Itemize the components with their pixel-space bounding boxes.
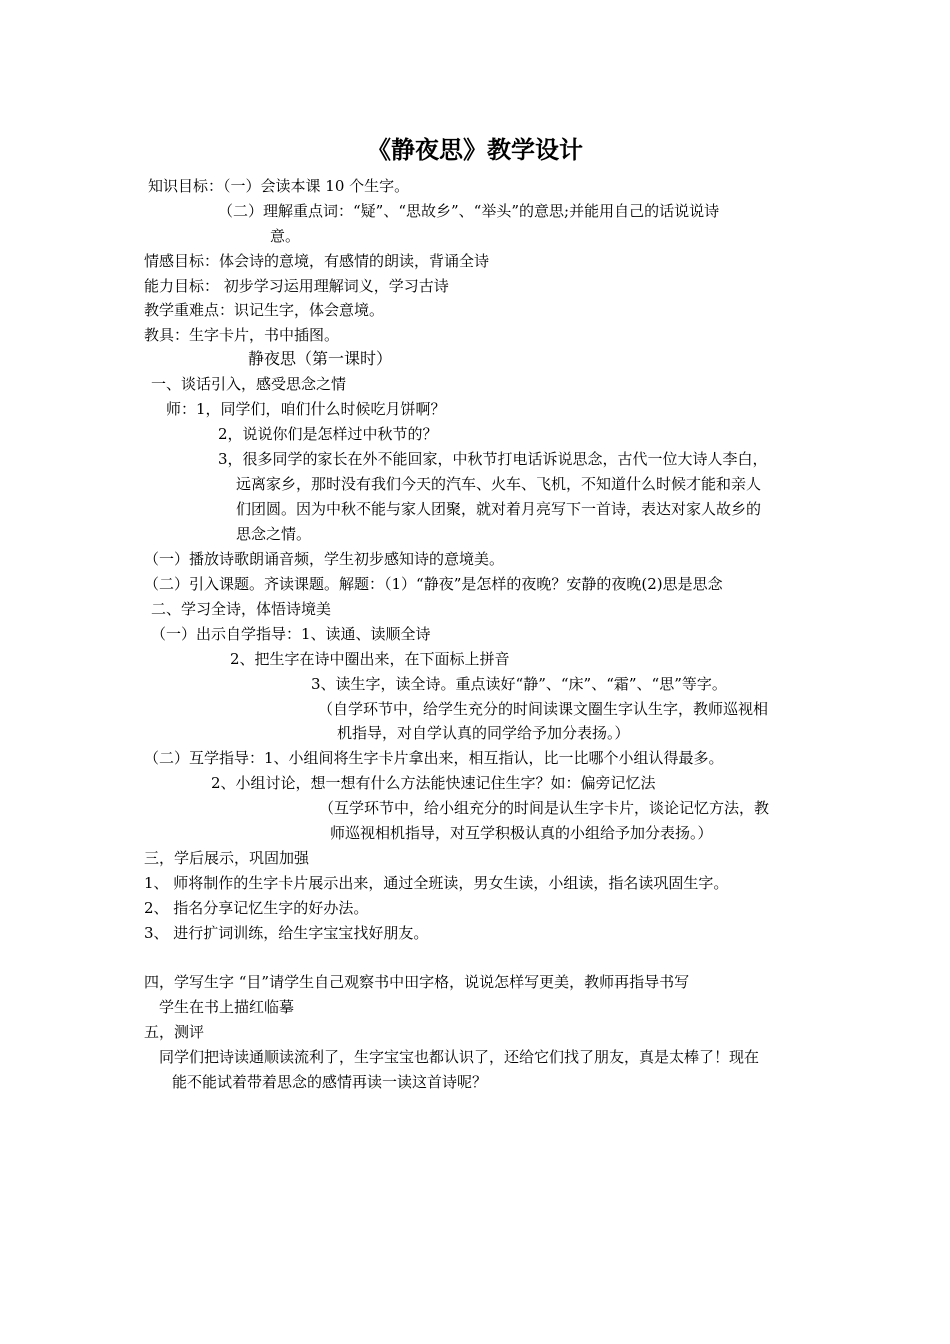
section-heading: 四，学写生字 “目”请学生自己观察书中田字格，说说怎样写更美，教师再指导书写 [144,973,690,991]
text-line: 知识目标：（一）会读本课 10 个生字。 [148,177,410,195]
text-line: 意。 [270,227,301,245]
text-line: 1、 师将制作的生字卡片展示出来，通过全班读，男女生读，小组读，指名读巩固生字。 [144,874,729,892]
text-line: 远离家乡，那时没有我们今天的汽车、火车、飞机，不知道什么时候才能和亲人 [236,475,762,493]
text-line: （自学环节中，给学生充分的时间读课文圈生字认生字，教师巡视相 [318,700,769,718]
text-line: 3、读生字，读全诗。重点读好“静”、“床”、“霜”、“思”等字。 [311,675,727,693]
text-line: 2、把生字在诗中圈出来，在下面标上拼音 [230,650,510,668]
text-line: 们团圆。因为中秋不能与家人团聚，就对着月亮写下一首诗，表达对家人故乡的 [236,500,762,518]
text-line: （二）互学指导：1、小组间将生字卡片拿出来，相互指认，比一比哪个小组认得最多。 [144,749,724,767]
text-line: 能不能试着带着思念的感情再读一读这首诗呢？ [172,1073,488,1091]
text-line: 学生在书上描红临摹 [159,998,295,1016]
text-line: 3，很多同学的家长在外不能回家，中秋节打电话诉说思念，古代一位大诗人李白， [218,450,768,468]
text-line: （互学环节中，给小组充分的时间是认生字卡片，谈论记忆方法，教 [319,799,770,817]
text-line: 2、 指名分享记忆生字的好办法。 [144,899,369,917]
document-title: 《静夜思》教学设计 [367,135,583,164]
section-heading: 二、学习全诗，体悟诗境美 [151,600,332,618]
text-line: （二）理解重点词：“疑”、“思故乡”、“举头”的意思;并能用自己的话说说诗 [218,202,720,220]
text-line: （一）播放诗歌朗诵音频，学生初步感知诗的意境美。 [144,550,505,568]
text-line: 教具：生字卡片，书中插图。 [144,326,340,344]
text-line: 2、小组讨论，想一想有什么方法能快速记住生字？如：偏旁记忆法 [211,774,656,792]
section-heading: 三，学后展示，巩固加强 [144,849,310,867]
text-line: 2，说说你们是怎样过中秋节的？ [218,425,438,443]
text-line: 思念之情。 [236,525,312,543]
section-heading: 一、谈话引入，感受思念之情 [151,375,347,393]
text-line: 3、 进行扩词训练，给生字宝宝找好朋友。 [144,924,429,942]
text-line: 师：1，同学们，咱们什么时候吃月饼啊？ [166,400,446,418]
text-line: 情感目标：体会诗的意境，有感情的朗读，背诵全诗 [144,252,490,270]
text-line: （一）出示自学指导：1、读通、读顺全诗 [151,625,431,643]
section-heading: 五，测评 [144,1023,205,1041]
text-line: （二）引入课题。齐读课题。解题：（1）“静夜”是怎样的夜晚？安静的夜晚(2)思是思念 [144,575,723,593]
lesson-subtitle: 静夜思（第一课时） [248,349,393,368]
text-line: 能力目标： 初步学习运用理解词义，学习古诗 [144,277,449,295]
text-line: 同学们把诗读通顺读流利了，生字宝宝也都认识了，还给它们找了朋友，真是太棒了！现在 [159,1048,760,1066]
text-line: 机指导，对自学认真的同学给予加分表扬。） [337,724,630,742]
text-line: 师巡视相机指导，对互学积极认真的小组给予加分表扬。） [330,824,713,842]
text-line: 教学重难点：识记生字，体会意境。 [144,301,385,319]
